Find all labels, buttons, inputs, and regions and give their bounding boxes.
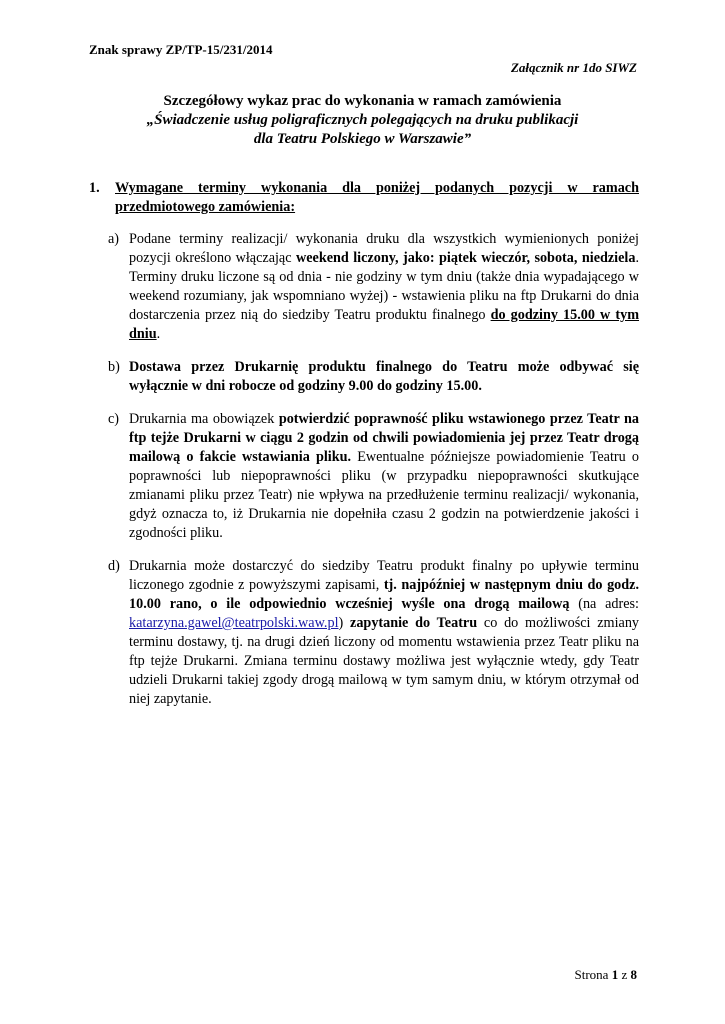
item-marker: a) xyxy=(108,231,120,247)
item-marker: d) xyxy=(108,558,120,574)
item-bold-text: zapytanie do Teatru xyxy=(350,615,478,631)
section-1 xyxy=(89,179,639,217)
attachment-label: Załącznik nr 1do SIWZ xyxy=(510,60,637,75)
page-label: Strona xyxy=(574,967,609,982)
title-line-3: dla Teatru Polskiego w Warszawie” xyxy=(253,131,472,147)
total-pages: 8 xyxy=(630,967,637,982)
requirements-list xyxy=(108,230,639,723)
list-item-b xyxy=(108,358,639,396)
item-marker: c) xyxy=(108,411,120,427)
title-line-1: Szczegółowy wykaz prac do wykonania w ramach zamówienia xyxy=(163,93,562,109)
item-text: Drukarnia ma obowiązek xyxy=(129,411,279,427)
item-bold-text: potwierdzić poprawność pliku wstawionego przez Teatr na ftp tejże Drukarni w ciągu 2 godzin od chwili powiadomienia jej przez Teatr drogą mailową o fakcie wstawiania pliku. xyxy=(129,411,639,465)
item-bold-text: weekend liczony, jako: piątek wieczór, sobota, niedziela xyxy=(295,250,636,266)
list-item-c xyxy=(108,410,639,543)
email-link[interactable]: katarzyna.gawel@teatrpolski.waw.pl xyxy=(129,615,339,631)
section-number: 1. xyxy=(89,180,100,196)
item-text: . Terminy druku liczone są od dnia - nie godziny w tym dniu (także dnia wypadającego w weekend rozumiany, jak wspomniano wyżej) - wstawienia pliku na ftp Drukarni do dnia dostarczenia przez nią do siedziby Teatru produktu finalnego xyxy=(129,250,640,323)
section-heading: Wymagane terminy wykonania dla poniżej podanych pozycji w ramach przedmiotowego zamówienia: xyxy=(115,180,639,215)
item-text: co do możliwości zmiany terminu dostawy, tj. na drugi dzień liczony od momentu wstawienia przez Teatr pliku na ftp tejże Drukarni. Zmiana terminu dostawy możliwa jest wyłącznie wtedy, gdy Teatr udzieli Drukarni takiej zgody drogą mailową w tym samym dniu, w którym otrzymał od niej zapytanie. xyxy=(129,615,640,707)
item-bold-text: Dostawa przez Drukarnię produktu finalnego do Teatru może odbywać się wyłącznie w dni robocze od godziny 9.00 do godziny 15.00. xyxy=(129,359,639,394)
list-item-d xyxy=(108,557,639,709)
item-bold-text: tj. najpóźniej w następnym dniu do godz. 10.00 rano, o ile odpowiednio wcześniej wyśle ona drogą mailową xyxy=(129,577,639,612)
list-item-a xyxy=(108,230,639,344)
item-text: Drukarnia może dostarczyć do siedziby Teatru produkt finalny po upływie terminu liczonego zgodnie z powyższymi zapisami, xyxy=(129,558,639,593)
page-number: 1 xyxy=(611,967,619,982)
item-text: (na adres: xyxy=(569,596,639,612)
item-text: . xyxy=(156,326,161,342)
of-label: z xyxy=(621,967,628,982)
item-underlined-text: do godziny 15.00 w tym dniu xyxy=(129,307,640,342)
item-text: ) xyxy=(338,615,351,631)
page-footer xyxy=(575,965,637,984)
item-text: Ewentualne późniejsze powiadomienie Teatru o poprawności lub niepoprawności pliku (w przypadku niepoprawności skutkujące zmianami pliku przez Teatr) nie wpływa na przedłużenie terminu realizacji/ wykonania, gdyż oznacza to, iż Drukarnia nie dopełniła czasu 2 godzin na potwierdzenie jakości i zgodności pliku. xyxy=(129,449,639,541)
title-line-2: „Świadczenie usług poligraficznych polegających na druku publikacji xyxy=(146,112,579,128)
case-number: Znak sprawy ZP/TP-15/231/2014 xyxy=(89,42,273,57)
document-title xyxy=(89,92,636,149)
item-text: Podane terminy realizacji/ wykonania druku dla wszystkich wymienionych poniżej pozycji określono włączając xyxy=(129,231,639,266)
item-marker: b) xyxy=(108,359,120,375)
